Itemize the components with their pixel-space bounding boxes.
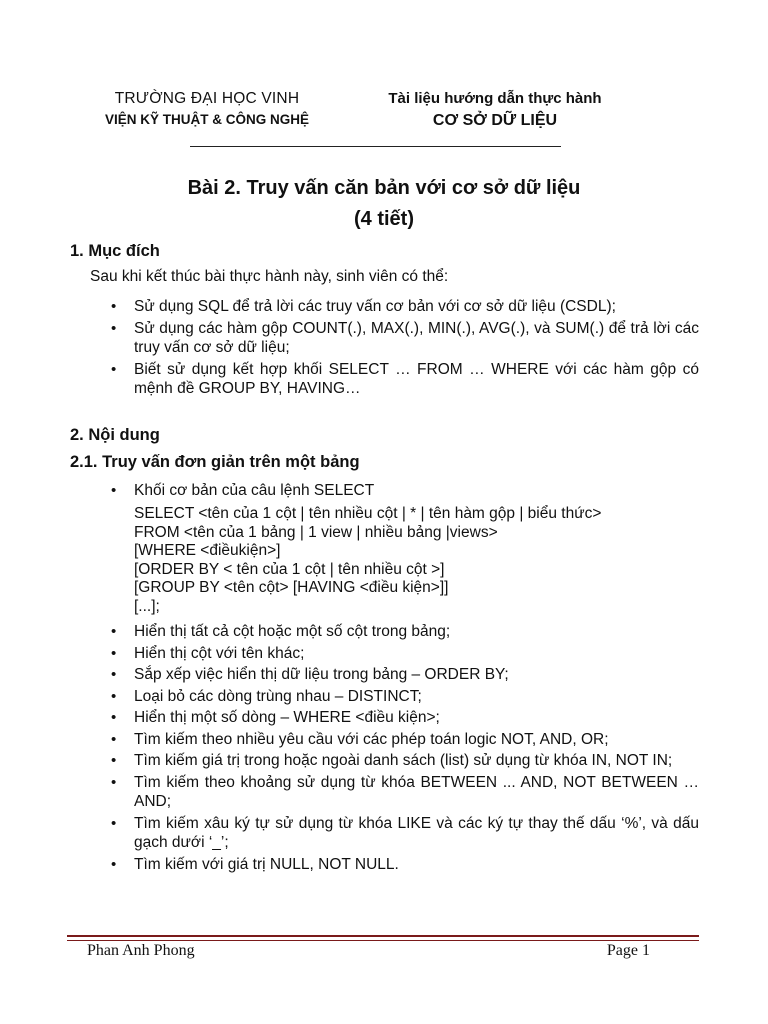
bullet-icon: • xyxy=(111,644,117,662)
bullet-icon: • xyxy=(111,360,117,378)
bullet-icon: • xyxy=(111,814,117,832)
bullet-icon: • xyxy=(111,623,117,640)
bullet-icon: • xyxy=(111,752,117,769)
footer-page-number: Page 1 xyxy=(606,942,650,959)
section1-bullet-list xyxy=(107,297,699,401)
header-divider xyxy=(190,146,561,147)
list-item-text: Hiển thị cột với tên khác; xyxy=(134,644,305,662)
section2-1-heading: 2.1. Truy vấn đơn giản trên một bảng xyxy=(70,453,360,471)
bullet-icon: • xyxy=(111,298,117,315)
syntax-line: [ORDER BY < tên của 1 cột | tên nhiều cột >] xyxy=(134,560,445,578)
list-item xyxy=(107,687,699,707)
list-item-text: Biết sử dụng kết hợp khối SELECT … FROM … WHERE với các hàm gộp có mệnh đề GROUP BY, HAVING… xyxy=(134,360,699,397)
bullet-icon: • xyxy=(111,687,117,705)
list-item xyxy=(107,360,699,399)
section2-bullet-list xyxy=(107,622,699,876)
section2-heading: 2. Nội dung xyxy=(70,426,160,444)
list-item xyxy=(107,665,699,685)
syntax-line: [WHERE <điềukiện>] xyxy=(134,542,281,559)
list-item-text: Sử dụng SQL để trả lời các truy vấn cơ bản với cơ sở dữ liệu (CSDL); xyxy=(134,298,616,315)
list-item xyxy=(107,644,699,664)
bullet-icon: • xyxy=(111,855,117,873)
list-item-text: Loại bỏ các dòng trùng nhau – DISTINCT; xyxy=(134,687,422,705)
list-item xyxy=(107,751,699,771)
list-item-text: Tìm kiếm theo khoảng sử dụng từ khóa BETWEEN ... AND, NOT BETWEEN … AND; xyxy=(134,773,699,810)
footer-rule-thick xyxy=(67,935,699,937)
section1-intro: Sau khi kết thúc bài thực hành này, sinh viên có thể: xyxy=(90,268,449,285)
bullet-icon: • xyxy=(111,773,117,791)
header-right xyxy=(360,90,630,130)
list-item-text: Sắp xếp việc hiển thị dữ liệu trong bảng – ORDER BY; xyxy=(134,666,509,683)
list-item xyxy=(107,855,699,875)
school-name: TRƯỜNG ĐẠI HỌC VINH xyxy=(114,90,300,107)
list-item-text: Hiển thị tất cả cột hoặc một số cột trong bảng; xyxy=(134,623,451,640)
bullet-icon: • xyxy=(111,709,117,726)
list-item xyxy=(107,481,699,501)
list-item xyxy=(107,730,699,750)
list-item xyxy=(107,622,699,642)
syntax-line: [...]; xyxy=(134,597,160,615)
list-item-text: Tìm kiếm xâu ký tự sử dụng từ khóa LIKE và các ký tự thay thế dấu ‘%’, và dấu gạch dưới ‘_’; xyxy=(134,814,699,851)
syntax-line: FROM <tên của 1 bảng | 1 view | nhiều bảng |views> xyxy=(134,523,498,541)
select-bullet xyxy=(107,481,699,503)
bullet-icon: • xyxy=(111,666,117,683)
bullet-icon: • xyxy=(111,482,117,499)
bullet-icon: • xyxy=(111,730,117,748)
list-item-text: Tìm kiếm với giá trị NULL, NOT NULL. xyxy=(134,855,399,873)
institute-name: VIỆN KỸ THUẬT & CÔNG NGHỆ xyxy=(104,112,309,127)
header-left xyxy=(72,90,342,127)
select-syntax-block xyxy=(134,505,601,616)
lesson-duration: (4 tiết) xyxy=(354,208,414,230)
list-item xyxy=(107,814,699,853)
list-item xyxy=(107,773,699,812)
list-item-text: Hiển thị một số dòng – WHERE <điều kiện>; xyxy=(134,709,440,726)
list-item xyxy=(107,297,699,317)
lesson-title: Bài 2. Truy vấn căn bản với cơ sở dữ liệu xyxy=(187,177,581,199)
footer-author: Phan Anh Phong xyxy=(87,942,195,959)
list-item-text: Khối cơ bản của câu lệnh SELECT xyxy=(134,482,375,499)
syntax-line: SELECT <tên của 1 cột | tên nhiều cột | * | tên hàm gộp | biểu thức> xyxy=(134,505,602,522)
list-item-text: Sử dụng các hàm gộp COUNT(.), MAX(.), MIN(.), AVG(.), và SUM(.) để trả lời các truy vấn cơ sở dữ liệu; xyxy=(134,319,699,356)
subject-title: CƠ SỞ DỮ LIỆU xyxy=(432,112,558,129)
section1-heading: 1. Mục đích xyxy=(70,242,160,260)
syntax-line: [GROUP BY <tên cột> [HAVING <điều kiện>]] xyxy=(134,579,449,596)
list-item-text: Tìm kiếm theo nhiều yêu cầu với các phép toán logic NOT, AND, OR; xyxy=(134,730,609,748)
footer-rule-thin xyxy=(67,940,699,941)
list-item xyxy=(107,708,699,728)
bullet-icon: • xyxy=(111,319,117,337)
list-item xyxy=(107,319,699,358)
list-item-text: Tìm kiếm giá trị trong hoặc ngoài danh sách (list) sử dụng từ khóa IN, NOT IN; xyxy=(134,752,673,769)
doc-type: Tài liệu hướng dẫn thực hành xyxy=(388,90,602,107)
